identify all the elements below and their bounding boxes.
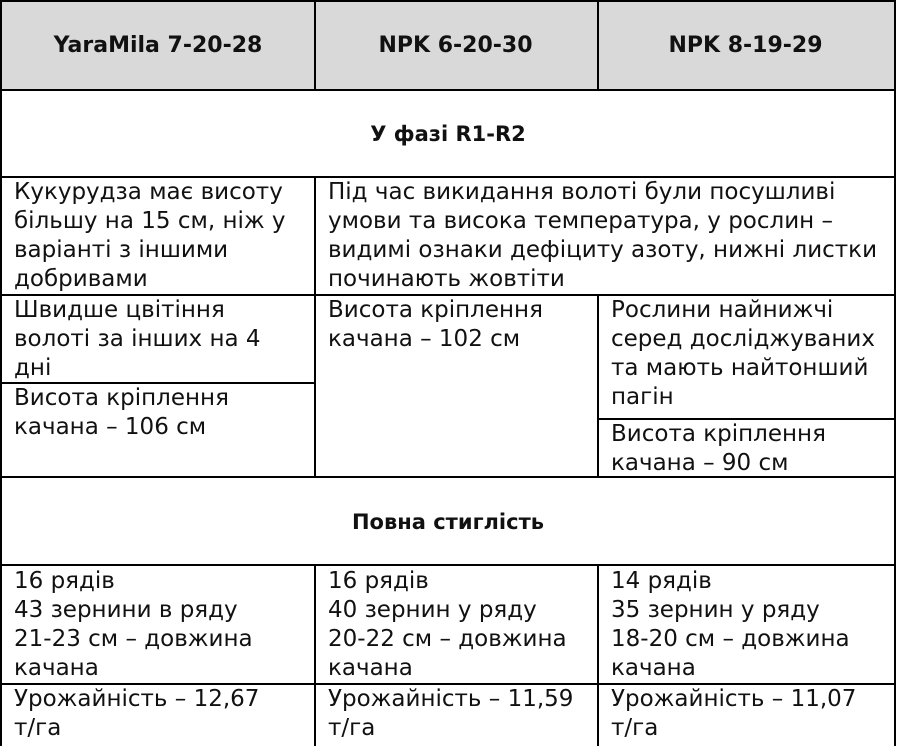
npk8-ear-height: Висота кріплення качана – 90 см	[611, 421, 826, 476]
npk8-plants-note: Рослини найнижчі серед досліджуваних та мають найтонший пагін	[611, 297, 875, 410]
border-col2-header	[597, 0, 599, 91]
border-col2-maturity	[597, 564, 599, 746]
border-header-bottom	[0, 89, 896, 91]
border-section1-bottom	[0, 176, 896, 178]
npk6-ear-structure: 16 рядів 40 зернин у ряду 20-22 см – довжина качана	[328, 568, 567, 681]
yaramila-height-note: Кукурудза має висоту більшу на 15 см, ніж у варіанті з іншими добривами	[14, 179, 286, 292]
border-top	[0, 0, 896, 2]
npk8-yield: Урожайність – 11,07 т/га	[611, 686, 857, 741]
header-npk-6-20-30: NPK 6-20-30	[314, 2, 597, 89]
border-left	[0, 0, 2, 746]
npk-drought-note: Під час викидання волоті були посушливі умови та висока температура, у рослин – видимі ознаки дефіциту азоту, нижні листки починають жовтіти	[328, 179, 878, 292]
section-title-r1-r2: У фазі R1-R2	[370, 121, 526, 146]
header-npk-8-19-29: NPK 8-19-29	[597, 2, 894, 89]
border-col1-header	[314, 0, 316, 91]
border-section2-bottom	[0, 564, 896, 566]
yaramila-ear-height: Висота кріплення качана – 106 см	[14, 385, 229, 440]
border-col1-maturity	[314, 564, 316, 746]
border-right	[894, 0, 896, 746]
border-row2-bottom	[0, 476, 896, 478]
section-title-full-maturity: Повна стиглість	[351, 510, 545, 534]
yaramila-yield: Урожайність – 12,67 т/га	[14, 686, 260, 741]
border-row3-bottom	[0, 683, 896, 685]
header-yaramila: YaraMila 7-20-28	[2, 2, 314, 89]
border-npk8-split	[597, 418, 896, 420]
border-yaramila-split	[0, 382, 316, 384]
npk8-ear-structure: 14 рядів 35 зернин у ряду 18-20 см – довжина качана	[611, 568, 850, 681]
yaramila-flowering-note: Швидше цвітіння волоті за інших на 4 дні	[14, 297, 261, 381]
yaramila-ear-structure: 16 рядів 43 зернини в ряду 21-23 см – довжина качана	[14, 568, 253, 681]
border-row1-bottom	[0, 294, 896, 296]
npk6-ear-height: Висота кріплення качана – 102 см	[328, 297, 543, 352]
border-col2-r1r2	[597, 294, 599, 478]
border-col1-r1r2	[314, 176, 316, 478]
npk6-yield: Урожайність – 11,59 т/га	[328, 686, 574, 741]
